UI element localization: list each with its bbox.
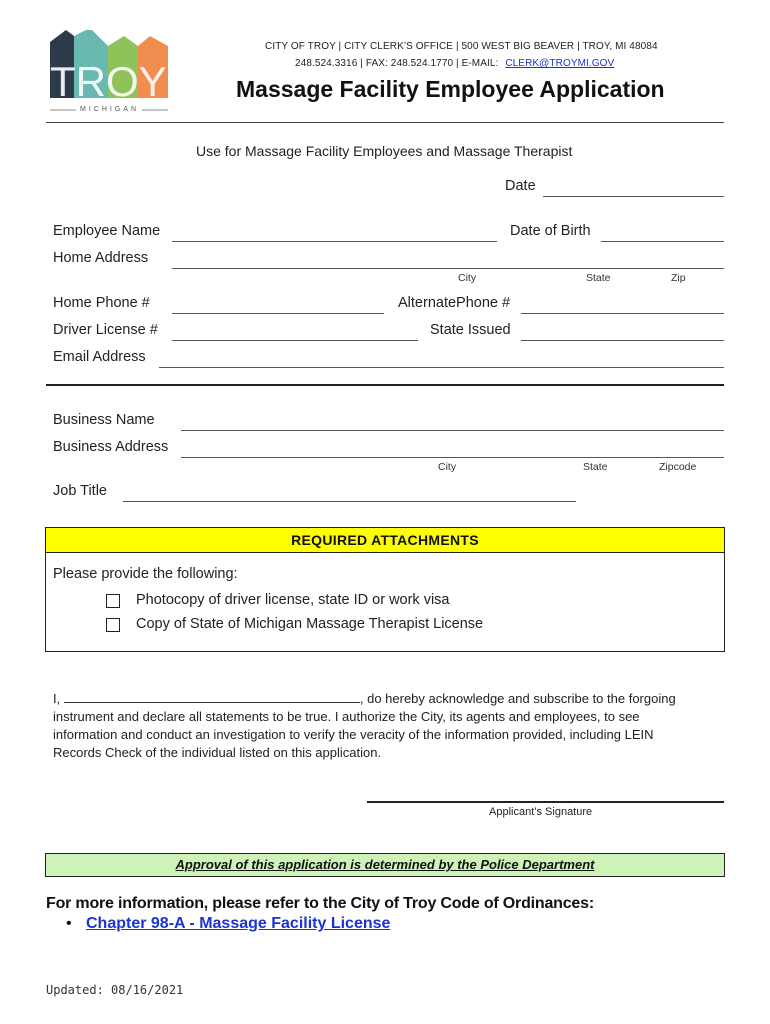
date-field[interactable] (543, 196, 724, 197)
driver-license-label: Driver License # (53, 322, 158, 338)
ack-text-1: , do hereby acknowledge and subscribe to the forgoing (359, 691, 676, 706)
business-state-caption: State (583, 461, 608, 473)
business-address-field[interactable] (181, 457, 724, 458)
home-address-field[interactable] (172, 268, 724, 269)
approval-banner: Approval of this application is determined by the Police Department (45, 853, 725, 877)
attachment-checkbox-1[interactable] (106, 594, 120, 608)
acknowledgement-block (53, 690, 723, 762)
ack-text-4: Records Check of the individual listed on this application. (53, 745, 382, 760)
attachment-item-2: Copy of State of Michigan Massage Therapist License (136, 616, 484, 632)
alternate-phone-field[interactable] (521, 313, 724, 314)
signature-label: Applicant’s Signature (489, 806, 593, 818)
attachments-box (45, 527, 725, 652)
contact-phone-fax: 248.524.3316 | FAX: 248.524.1770 | E-MAIL: (295, 58, 499, 69)
email-link[interactable]: CLERK@TROYMI.GOV (505, 58, 615, 69)
home-address-label: Home Address (53, 250, 149, 266)
date-of-birth-label: Date of Birth (510, 223, 591, 239)
attachments-heading: REQUIRED ATTACHMENTS (46, 528, 724, 553)
logo-subtext: MICHIGAN (80, 106, 139, 113)
signature-line[interactable] (367, 801, 724, 803)
section-divider (46, 384, 724, 386)
ack-text-3: information and conduct an investigation to verify the veracity of the information provided, including LEIN (53, 727, 654, 742)
attachment-item-1: Photocopy of driver license, state ID or work visa (136, 592, 450, 608)
business-city-caption: City (438, 461, 457, 473)
header-divider (46, 122, 724, 123)
driver-license-field[interactable] (172, 340, 418, 341)
date-label: Date (505, 178, 536, 194)
email-address-label: Email Address (53, 349, 146, 365)
home-phone-field[interactable] (172, 313, 384, 314)
date-of-birth-field[interactable] (601, 241, 724, 242)
more-info-list (66, 915, 390, 933)
home-phone-label: Home Phone # (53, 295, 150, 311)
business-zipcode-caption: Zipcode (659, 461, 697, 473)
employee-name-field[interactable] (172, 241, 497, 242)
job-title-field[interactable] (123, 501, 576, 502)
job-title-label: Job Title (53, 483, 107, 499)
state-issued-label: State Issued (430, 322, 511, 338)
state-issued-field[interactable] (521, 340, 724, 341)
home-state-caption: State (586, 272, 611, 284)
attachment-checkbox-2[interactable] (106, 618, 120, 632)
employee-name-label: Employee Name (53, 223, 161, 239)
alternate-phone-label: AlternatePhone # (398, 295, 511, 311)
home-city-caption: City (458, 272, 477, 284)
business-name-label: Business Name (53, 412, 155, 428)
updated-date: Updated: 08/16/2021 (46, 983, 184, 997)
ack-text-2: instrument and declare all statements to be true. I authorize the City, its agents and employees, to see (53, 709, 640, 724)
ack-name-field[interactable] (64, 690, 360, 703)
page-title: Massage Facility Employee Application (236, 76, 665, 102)
contact-line-1: CITY OF TROY | CITY CLERK’S OFFICE | 500 WEST BIG BEAVER | TROY, MI 48084 (265, 41, 658, 52)
attachments-intro: Please provide the following: (53, 566, 238, 582)
more-info-heading: For more information, please refer to the City of Troy Code of Ordinances: (46, 895, 594, 912)
business-name-field[interactable] (181, 430, 724, 431)
intro-text: Use for Massage Facility Employees and Massage Therapist (196, 143, 573, 159)
chapter-98a-link[interactable]: Chapter 98-A - Massage Facility License (86, 915, 391, 932)
home-zip-caption: Zip (671, 272, 686, 284)
contact-line-2 (295, 58, 614, 69)
business-address-label: Business Address (53, 439, 169, 455)
email-address-field[interactable] (159, 367, 724, 368)
troy-logo (46, 30, 170, 125)
bullet-icon: • (66, 915, 72, 932)
logo-text: TROY (50, 58, 167, 105)
ack-prefix: I, (53, 691, 61, 706)
